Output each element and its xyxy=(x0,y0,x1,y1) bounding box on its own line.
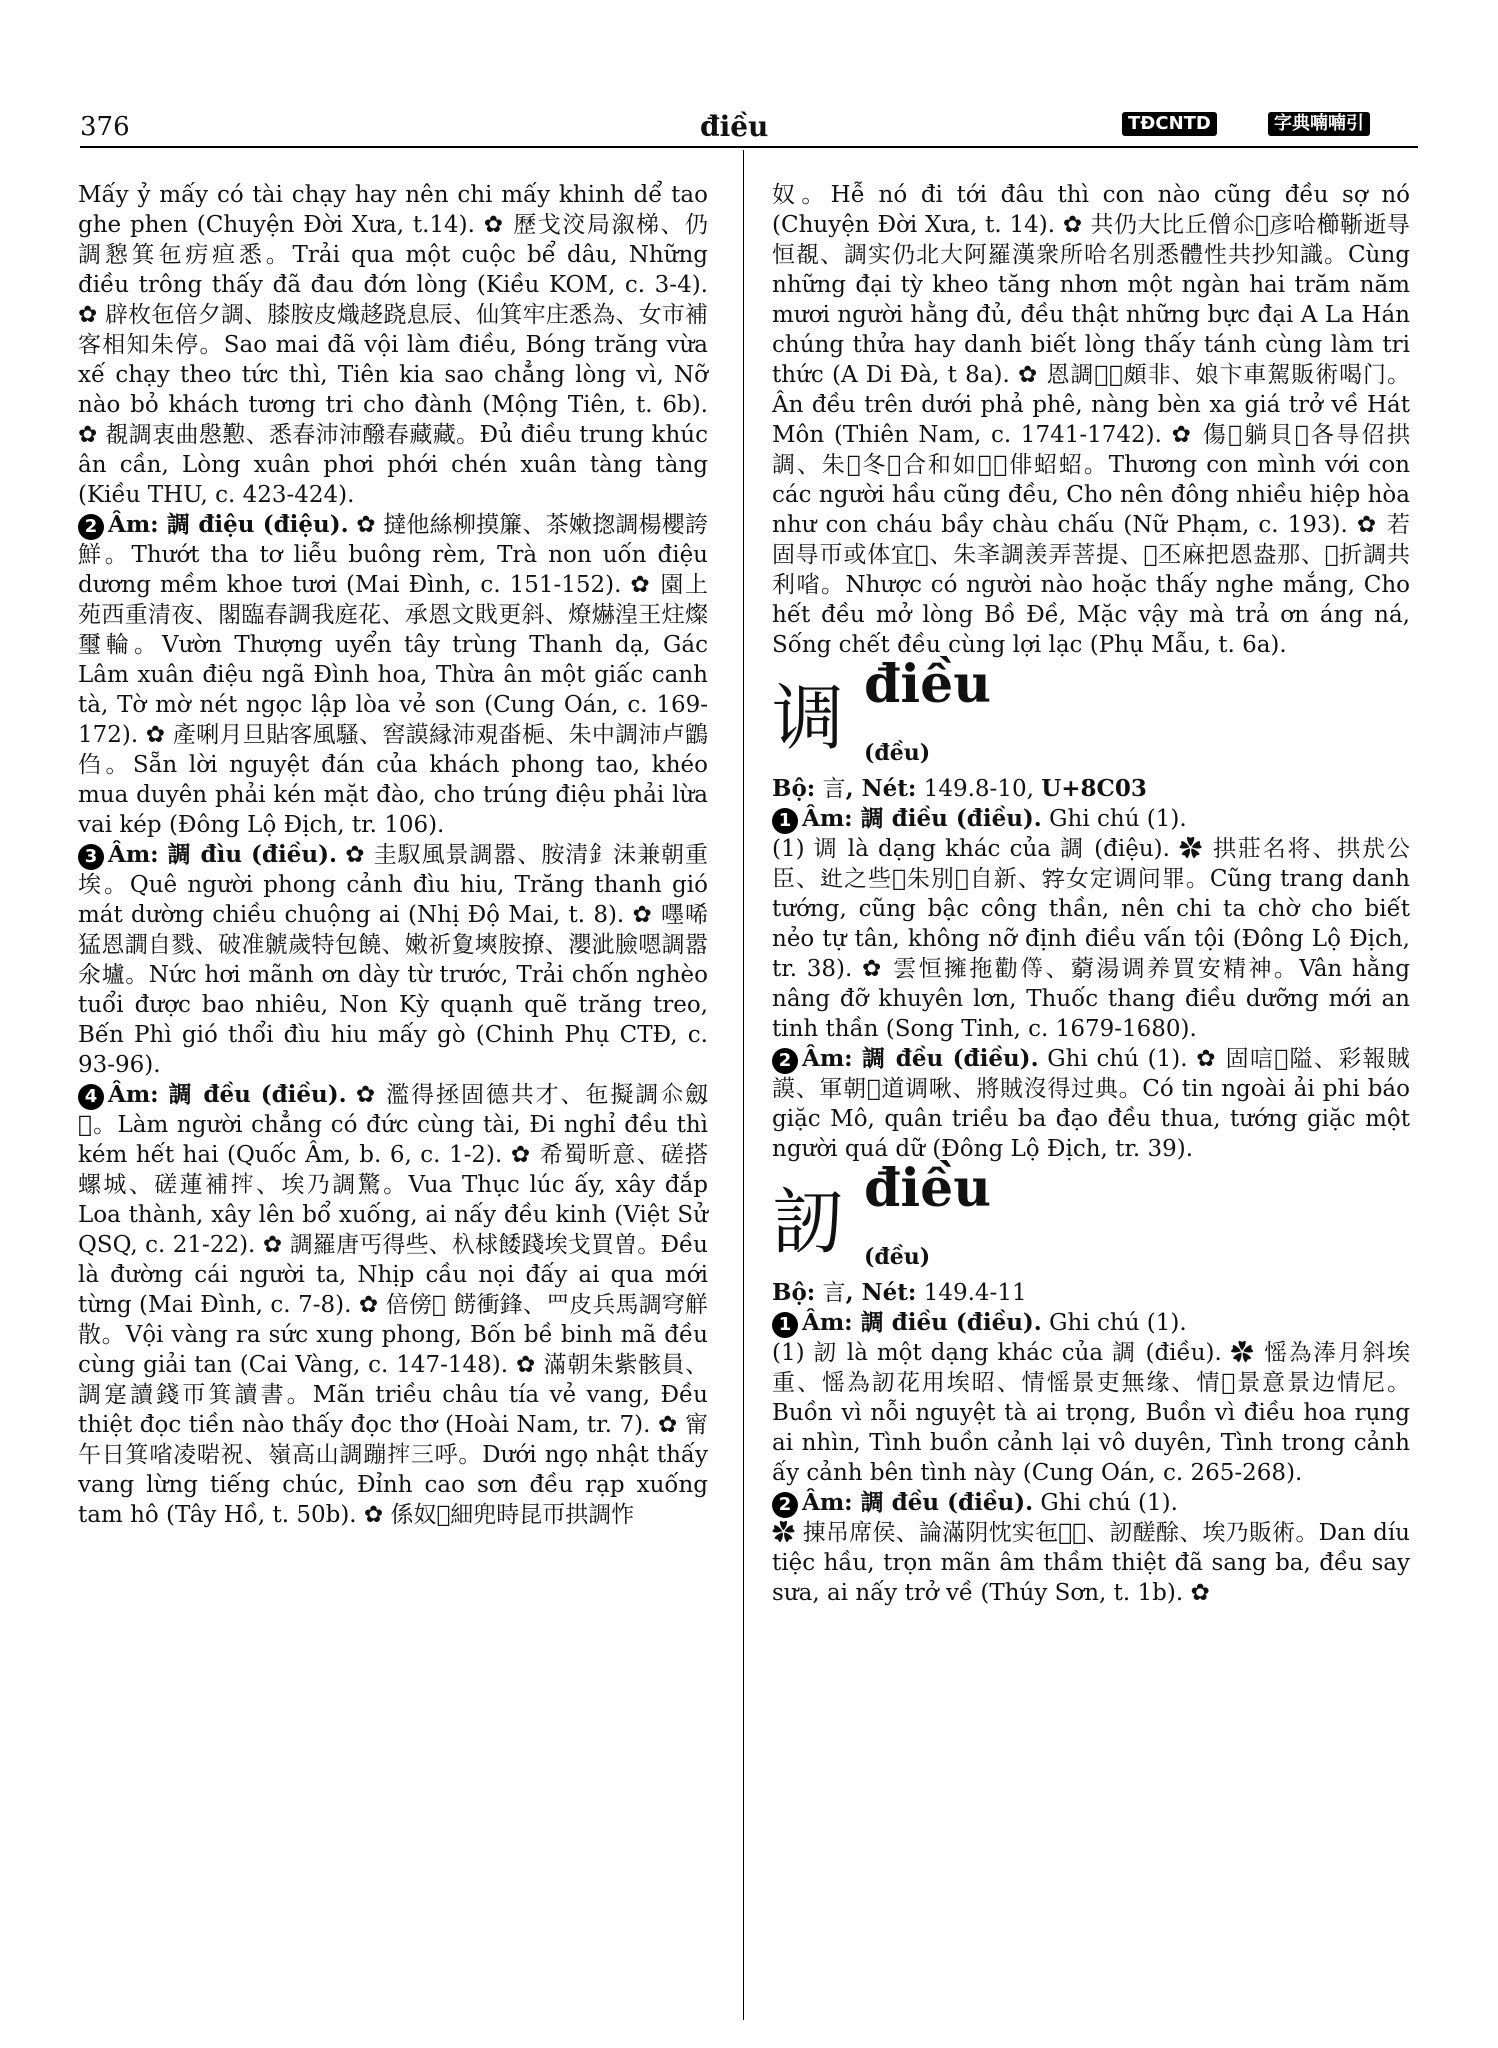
paragraph: 奴。Hễ nó đi tới đâu thì con nào cũng đều sợ nó (Chuyện Đời Xưa, t. 14). ✿ 共仍大比丘僧𠇍𢆥彦哈櫛䩢逝㝵恒覩、調实仍北大阿羅漢衆所哈名別悉體性共抄知識。Cùng những đại tỳ kheo tăng nhơn một ngàn hai trăm năm mươi người hằng đủ, đều thật những bực đại A La Hán chúng thửa hay danh biết lòng thấy tánh cùng làm tri thức (A Di Đà, t 8a). ✿ 恩調𨖲𣦍頗非、娘卞車駕販術喝门。Ân đều trên dưới phả phê, nàng bèn xa giá trở về Hát Môn (Thiên Nam, c. 1741-1742). ✿ 傷𤤰躺貝𤤰各㝵佋拱調、朱𨑮冬𢬣合和如𤤰𥟉俳蛁蛁。Thương con mình với con các người hầu cũng đều, Cho nên đông nhiều hiệp hòa như con cháu bầy chàu chấu (Nữ Phạm, c. 193). ✿ 若固㝵帀或体宜𦬑、朱㪯調羡弄菩提、𡗶丕麻把恩盎那、𥺊折調共利㗂。Nhược có người nào hoặc thấy nghe mắng, Cho hết đều mở lòng Bồ Đề, Mặc vậy mà trả ơn áng ná, Sống chết đều cùng lợi lạc (Phụ Mẫu, t. 6a). xyxy=(772,182,1410,658)
sense-3 xyxy=(78,840,708,1080)
paragraph: Mấy ỷ mấy có tài chạy hay nên chi mấy khinh dể tao ghe phen (Chuyện Đời Xưa, t.14). ✿ 歷戈洨局溆梯、仍調㦝箕㐌疠疸悉。Trải qua một cuộc bể dâu, Những điều trông thấy đã đau đớn lòng (Kiều KOM, c. 3-4). ✿ 辟枚㐌倍夕調、膝胺皮熾趍跷息辰、仙箕牢庄悉為、女市補客相知朱停。Sao mai đã vội làm điều, Bóng trăng vừa xế chạy theo tức thì, Tiên kia sao chẳng lòng vì, Nỡ nào bỏ khách tương tri cho đành (Mộng Tiên, t. 6b). ✿ 覩調衷曲慇懃、悉春沛沛醱春藏藏。Đủ điều trung khúc ân cần, Lòng xuân phơi phới chén xuân tàng tàng (Kiều THU, c. 423-424). xyxy=(78,182,708,508)
sense-note: Ghi chú (1). xyxy=(1047,1046,1188,1072)
sense-2 xyxy=(78,510,708,840)
meta-bo-label: Bộ: xyxy=(772,775,816,802)
sense-4 xyxy=(78,1080,708,1530)
sense-label: Âm: 調 đìu (điều). xyxy=(108,841,337,868)
sense-label: Âm: 調 đều (điều). xyxy=(802,1045,1039,1072)
meta-unicode: U+8C03 xyxy=(1041,775,1147,802)
sense-text: ✿ 㨂吊席侯、論滿阴忱实㐌𡳪𠀧、訒醝酴、埃乃販術。Dan díu tiệc hầu, trọn mãn âm thầm thiệt đã sang ba, đều say sưa, ai nấy trở về (Thúy Sơn, t. 1b). ✿ xyxy=(772,1520,1410,1606)
sense-number: 2 xyxy=(78,514,104,540)
column-divider xyxy=(743,150,744,2020)
sense-number: 1 xyxy=(772,1312,798,1338)
dictionary-badge: TĐCNTD xyxy=(1122,112,1217,136)
entry-heading xyxy=(772,1158,1410,1278)
meta-net-label: Nét: xyxy=(861,775,917,802)
meta-radical: 言 xyxy=(822,776,846,802)
meta-net-label: Nét: xyxy=(861,1279,917,1306)
sense-note: Ghi chú (1). xyxy=(1040,1490,1178,1516)
entry-word: điều xyxy=(864,1158,992,1219)
entry-character: 调 xyxy=(772,676,845,760)
sense-note: Ghi chú (1). xyxy=(1049,1310,1187,1336)
sense-number: 4 xyxy=(78,1084,104,1110)
sense-label: Âm: 調 đều (điều). xyxy=(802,1489,1034,1516)
sense-1 xyxy=(772,804,1410,834)
page-header xyxy=(0,0,1498,150)
sense-label: Âm: 調 điều (điều). xyxy=(802,805,1042,832)
page-number: 376 xyxy=(80,112,130,142)
sense-text: (1) 调 là dạng khác của 調 (điệu). ✿ 拱莊名将、拱㢤公臣、𨑮之些𠖤朱別𢦝自新、𡦂女定调问罪。Cũng trang danh tướng, cũng bậc công thần, nên chi ta chờ cho biết nẻo tự tân, không nỡ định điều vấn tội (Đông Lộ Địch, tr. 38). ✿ 雲恒擁拖勸𠎬、藭湯调养買安精神。Vân hằng nâng đỡ khuyên lơn, Thuốc thang điều dưỡng mới an tinh thần (Song Tinh, c. 1679-1680). xyxy=(772,836,1410,1042)
meta-values: 149.8-10, xyxy=(923,776,1034,802)
entry-word: điều xyxy=(864,654,992,715)
entry-meta: Bộ: 言, Nét: 149.8-10, U+8C03 xyxy=(772,775,1147,802)
sense-text: ✿ 圭馭風景調嚣、胺清釒沬兼朝重埃。Quê người phong cảnh đìu hiu, Trăng thanh gió mát dường chiều chuộng ai (Nhị Độ Mai, t. 8). ✿ 嚜唏猛恩譋自戮、破准虩歲特包饒、嫩祈夐塽胺撩、瀴泚臉嗯調嚣氽壚。Nức hơi mãnh ơn dày từ trước, Trải chốn nghèo tuổi được bao nhiêu, Non Kỳ quạnh quẽ trăng treo, Bến Phì gió thổi đìu hiu mấy gò (Chinh Phụ CTĐ, c. 93-96). xyxy=(78,842,708,1078)
sense-number: 1 xyxy=(772,808,798,834)
running-head-word: điều xyxy=(700,110,769,143)
sense-text: ✿ 濫得拯固德共才、㐌擬調𠇍劔𣩂。Làm người chẳng có đức cùng tài, Đi nghỉ đều thì kém hết hai (Quốc Âm, b. 6, c. 1-2). ✿ 希蜀昕意、磋搭螺城、磋蓮補𢭂、埃乃調驚。Vua Thục lúc ấy, xây đắp Loa thành, xây lên bổ xuống, ai nấy đều kinh (Việt Sử QSQ, c. 21-22). ✿ 調羅唐丐得些、杁梂餧踐埃戈買曽。Đều là đường cái người ta, Nhịp cầu nọi đấy ai qua mới từng (Mai Đình, c. 7-8). ✿ 倍傍𥪝 餝衝鋒、罒皮兵馬調穹觧散。Vội vàng ra sức xung phong, Bốn bề binh mã đều cùng giải tan (Cai Vàng, c. 147-148). ✿ 滿朝朱紫骸員、調寔讀錢帀箕讀書。Mãn triều châu tía vẻ vang, Đều thiệt đọc tiền nào thấy đọc thơ (Hoài Nam, tr. 7). ✿ 甯午日箕㗂凌啱祝、嶺高山調蹦𢭂三呼。Dưới ngọ nhật thấy vang lừng tiếng chúc, Đỉnh cao sơn đều rạp xuống tam hô (Tây Hồ, t. 50b). ✿ 係奴𡗊細兜時昆帀拱調怍 xyxy=(78,1082,709,1528)
sense-text: ✿ 固唁𨁥隘、彩報賊謨、軍朝𠀧道调啾、將賊沒得过典。Có tin ngoài ải phi báo giặc Mô, quân triều ba đạo đều thua, tướng giặc một người quá dữ (Đông Lộ Địch, tr. 39). xyxy=(772,1046,1411,1162)
entry-meta: Bộ: 言, Nét: 149.4-11 xyxy=(772,1279,1027,1306)
sense-number: 2 xyxy=(772,1492,798,1518)
entry-variant: (đều) xyxy=(864,740,931,766)
sense-number: 2 xyxy=(772,1048,798,1074)
dictionary-logo: 字典喃喃引 xyxy=(1268,112,1370,136)
right-column xyxy=(772,180,1410,1608)
entry-variant: (đều) xyxy=(864,1244,931,1270)
sense-label: Âm: 調 đều (điều). xyxy=(108,1081,347,1108)
header-rule xyxy=(80,146,1418,148)
sense-2 xyxy=(772,1488,1410,1518)
sense-note: Ghi chú (1). xyxy=(1049,806,1187,832)
entry-heading xyxy=(772,654,1410,774)
sense-text: (1) 訒 là một dạng khác của 調 (điều). ✿ 愮為淎月斜埃重、愮為訒花用埃昭、情愮景吏無缘、情𢝙景意景边情尼。Buồn vì nỗi nguyệt tà ai trọng, Buồn vì điều hoa rụng ai nhìn, Tình buồn cảnh lại vô duyên, Tình trong cảnh ấy cảnh bên tình này (Cung Oán, c. 265-268). xyxy=(772,1340,1410,1486)
sense-label: Âm: 調 điều (điều). xyxy=(802,1309,1042,1336)
sense-label: Âm: 調 điệu (điệu). xyxy=(108,511,349,538)
left-column xyxy=(78,180,708,1530)
meta-values: 149.4-11 xyxy=(923,1280,1027,1306)
entry-character: 訒 xyxy=(772,1180,845,1264)
sense-text: ✿ 撻他絲柳摸簾、茶嫩揔調楊櫻誇鮮。Thướt tha tơ liễu buông rèm, Trà non uốn điệu dương mềm khoe tươi (Mai Đình, c. 151-152). ✿ 園上苑西重清夜、閣臨春調我庭花、承恩文戝更斜、燎爀湟王炷燦璽輪。Vườn Thượng uyển tây trùng Thanh dạ, Gác Lâm xuân điệu ngã Đình hoa, Thừa ân một giấc canh tà, Tờ mờ nét ngọc lập lòa vẻ son (Cung Oán, c. 169-172). ✿ 產唎月旦貼客風騷、窖謨縁沛覌畓梔、朱中調沛卢鶹㑇。Sẵn lời nguyệt đán của khách phong tao, khéo mua duyên phải kén mặt đào, cho trúng điệu phải lừa vai kép (Đông Lộ Địch, tr. 106). xyxy=(78,512,708,838)
meta-bo-label: Bộ: xyxy=(772,1279,816,1306)
sense-1 xyxy=(772,1308,1410,1338)
sense-2 xyxy=(772,1044,1410,1164)
meta-radical: 言 xyxy=(822,1280,846,1306)
sense-number: 3 xyxy=(78,844,104,870)
